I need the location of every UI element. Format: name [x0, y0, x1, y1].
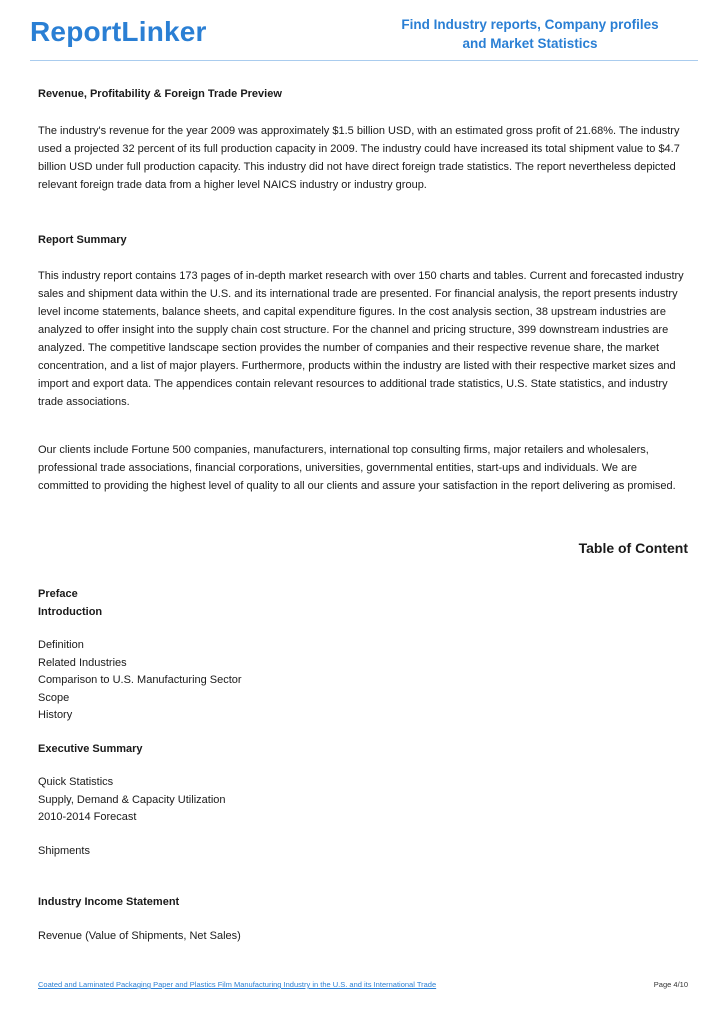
preview-heading: Revenue, Profitability & Foreign Trade Preview	[38, 88, 282, 100]
header-tagline	[380, 15, 680, 53]
toc-item-quick-statistics: Quick Statistics	[38, 776, 114, 788]
toc-item-definition: Definition	[38, 639, 84, 651]
clients-paragraph: Our clients include Fortune 500 companies, manufacturers, international top consulting firms, major retailers and wholesalers, professional trade associations, financial corporations, universities, governmental entities, start-ups and individuals. We are committed to providing the highest level of quality to all our clients and assure your satisfaction in the report delivering as promised.	[38, 444, 676, 492]
toc-title: Table of Content	[578, 540, 688, 556]
toc-item-shipments: Shipments	[38, 844, 90, 857]
toc-item-scope: Scope	[38, 691, 70, 704]
reportlinker-logo[interactable]: ReportLinker	[30, 16, 207, 47]
toc-introduction: Introduction	[38, 605, 103, 618]
footer-page-number: Page 4/10	[653, 980, 688, 989]
toc-item-comparison: Comparison to U.S. Manufacturing Sector	[38, 674, 242, 686]
tagline-line-2: and Market Statistics	[462, 36, 598, 51]
toc-income-statement: Industry Income Statement	[38, 896, 180, 908]
document-body	[38, 86, 688, 945]
tagline-line-1: Find Industry reports, Company profiles	[401, 17, 659, 32]
footer-report-link[interactable]: Coated and Laminated Packaging Paper and Plastics Film Manufacturing Industry in the U.S. and its International Trade	[38, 980, 437, 989]
header-divider	[30, 60, 698, 61]
summary-paragraph: This industry report contains 173 pages of in-depth market research with over 150 charts and tables. Current and forecasted industry sales and shipment data within the U.S. and its international trade are presented. For financial analysis, the report presents industry level income statements, balance sheets, and capital expenditure figures. In the cost analysis section, 38 upstream industries are analyzed to offer insight into the supply chain cost structure. For the channel and pricing structure, 399 downstream industries are analyzed. The competitive landscape section provides the number of companies and their respective revenue share, the market concentration, and a list of major players. Furthermore, products within the industry are listed with their respective market sizes and import and export data. The appendices contain relevant resources to additional trade statistics, U.S. State statistics, and industry trade associations.	[38, 270, 684, 408]
toc-item-forecast: 2010-2014 Forecast	[38, 811, 137, 823]
summary-heading: Report Summary	[38, 234, 127, 246]
preview-paragraph: The industry's revenue for the year 2009 was approximately $1.5 billion USD, with an estimated gross profit of 21.68%. The industry used a projected 32 percent of its full production capacity in 2009. The industry could have increased its total shipment value to $4.7 billion USD under full production capacity. This industry did not have direct foreign trade statistics. The report nevertheless depicted relevant foreign trade data from a higher level NAICS industry or industry group.	[38, 125, 680, 191]
toc-executive-summary: Executive Summary	[38, 742, 143, 755]
toc-item-related-industries: Related Industries	[38, 656, 127, 669]
toc-preface: Preface	[38, 588, 78, 600]
toc-item-history: History	[38, 709, 73, 721]
toc-item-revenue: Revenue (Value of Shipments, Net Sales)	[38, 929, 241, 942]
toc-item-supply-demand: Supply, Demand & Capacity Utilization	[38, 793, 226, 806]
